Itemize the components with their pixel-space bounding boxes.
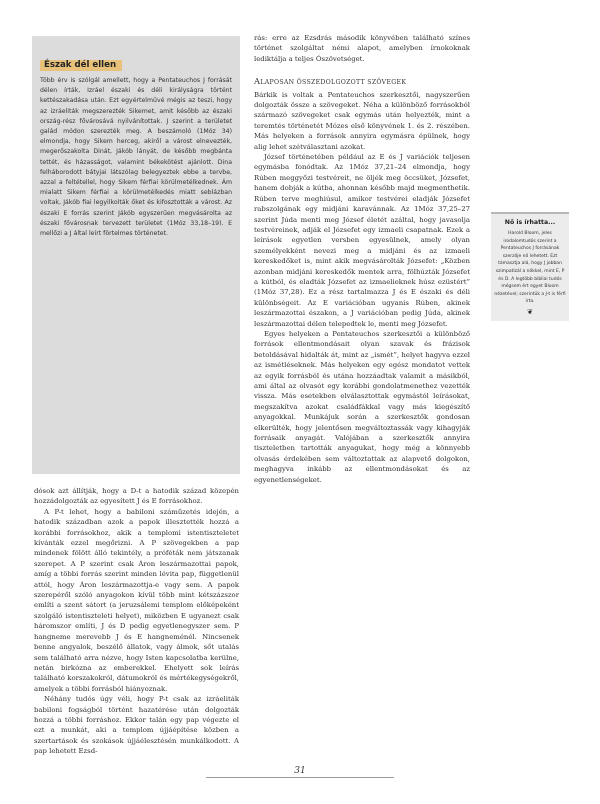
right-paragraph: Bárkik is voltak a Pentateuchos szerkesztői, nagyszerűen dolgozták össze a szövegeket. Néha a különböző forrásokból származó szövegeket csak egymás után helyezték, mint a teremtés történetét Mózes első könyvének 1. és 2. részében. Más helyeken a források annyira egymásra épülnek, hogy alig lehet szétválasztani azokat.: [254, 90, 470, 151]
margin-note-body: Harold Bloom, jeles irodalomtudós szerint a Pentateuchos J forrásának szerzője nő lehetett. Ezt támasztja alá, hogy J jobban szimpatizál a nőkkel, mint E, P és D. A legtöbb bibliai tudós mégsem ért egyet Bloom nézetével; szerintük a J-t is férfi írta.: [494, 231, 566, 305]
left-paragraph: dósok azt állítják, hogy a D-t a hatodik század közepén hozzádolgozták az egyesített J és E forrásokhoz.: [34, 487, 239, 506]
right-paragraph: Egyes helyeken a Pentateuchos szerkesztői a különböző források ellentmondásait olyan szavak és frázisok betoldásával hidalták át, mint az „ismét”, helyet hagyva ezzel az ismétléseknek. Más helyeken egy egész mondatot vettek az egyik forrásból és utána hozzáadtak valamit a másikból, ami által az olvasót egy korábbi gondolatmenethez vezették vissza. Más esetekben elválasztottak egymástól leírásokat, megszakítva azokat családfákkal vagy más kiegészítő anyagokkal. Munkájuk során a szerkesztők gondosan elkerülték, hogy jelentősen megváltoztassák vagy kihagyják forrásaik anyagát. Valójában a szerkesztők annyira tiszteletben tartották anyagukat, hogy még a könnyebb olvasás érdekében sem változtattak az alapvető dolgokon, meghagyva inkább az ellentmondásokat és az egyenetlenségeket.: [254, 329, 470, 484]
fleuron-icon: ❦: [527, 307, 533, 316]
page-number: 31: [294, 766, 306, 776]
left-text-column: [34, 486, 239, 757]
page-number-rule: [206, 777, 394, 778]
margin-note-title: Nő is írhatta...: [504, 219, 556, 226]
section-heading-text: LAPOSAN ÖSSZEDOLGOZOTT SZÖVEGEK: [260, 79, 407, 87]
right-text-column: [254, 33, 470, 485]
section-heading: [254, 76, 470, 88]
sidebar-title: Észak dél ellen: [40, 60, 122, 71]
right-intro-paragraph: rás: erre az Ezsdrás második könyvében található színes történet szolgáltat némi alapot, amelyben írnokoknak lediktálja a teljes Ószövetséget.: [254, 34, 470, 63]
sidebar-box: [32, 36, 240, 474]
margin-note: [491, 212, 569, 321]
section-heading-initial: A: [254, 76, 261, 87]
left-paragraph: Néhány tudós úgy véli, hogy P-t csak az izráeliták babiloni fogságból történt hazatérése után dolgozták hozzá a többi forráshoz. Ekkor talán egy pap végezte el ezt a munkát, aki a templom újjáépítése közben a szertartások és szokások újjáélesztésén munkálkodott. A pap lehetett Ezsd-: [34, 695, 239, 756]
sidebar-body: Több érv is szólgál amellett, hogy a Pentateuchos J forrását délen írták, Izráel északi és déli királyságra történt kettészakadása után. Ezt egyértelművé mégis az teszi, hogy az izráeliták megszerezték Sikemet, amit később az északi ország-rész fővárosává nyilvánítottak. J szerint a területet galád módon szerezték meg. A beszámoló (1Móz 34) elmondja, hogy Sikem herceg, akiről a várost elnevezték, megerőszakolta Dinát, Jákób lányát, de később megbánta tettét, és házasságot, valamint békekötést ajánlott. Dina felháborodott bátyjai látszólag belegyeztek ebbe a tervbe, azzal a feltétellel, hogy Sikem férfiai körülmetélkednek. Ám mialatt Sikem férfiai a körülmetélkedés miatt seblázban voltak, Jákób fiai legyilkolták őket és kifosztották a várost. Az északi E forrás szerint Jákób egyszerűen megvásárolta az északi fővárosnak tervezett területet (1Móz 33,18–19). E mellőzi a J által leírt förtelmes történetet.: [40, 77, 232, 238]
right-paragraph: József történetében például az E és J variációk teljesen egymásba fonódtak. Az 1Móz 37,21–24 elmondja, hogy Rúben meggyőzi testvéreit, ne öljék meg öccsüket, Józsefet, hanem dobják a kútba, ahonnan később majd megmenthetik. Rúben terve meghiúsul, amikor testvérei eladják Józsefet rabszolgának egy midjáni karavánnak. Az 1Móz 37,25–27 szerint Júda menti meg József életét azáltal, hogy javasolja testvéreinek, adják el Józsefet egy izmaeli csapatnak. Ezek a leírások egyetlen versben egyesülnek, amely olyan személyekként nevezi meg a midjáni és az izmaeli kereskedőket is, mint akik megvásárolták Józsefet: „Közben azonban midjáni kereskedők mentek arra, fölhúzták Józsefet a kútból, és eladták Józsefet az izmaelieknek húsz ezüstért” (1Móz 37,28). Ez a rész tartalmazza J és E északi és déli különbségeit. Az E variációban ugyanis Rúben, akinek leszármazottai északon, a J variációban pedig Júda, akinek leszármazottai délen telepedtek le, menti meg Józsefet.: [254, 153, 470, 328]
left-paragraph: A P-t lehet, hogy a babiloni száműzetés idején, a hatodik században azok a papok illesztették hozzá a korábbi forrásokhoz, akik a templomi istentiszteletet kívánták ezzel megőrizni. A P szövegekben a pap mindenek fölött álló tekintély, a próféták nem játszanak szerepet. A P szerint csak Áron leszármazottai papok, amíg a többi forrás szerint minden lévita pap, függetlenül attól, hogy Áron leszármazottja-e vagy sem. A papok szerepéről szóló anyagokon kívül több mint kétszázszor említi a szent sátort (a jeruzsálemi templom előképeként szolgáló istentiszteleti helyet), miközben E ugyanezt csak háromszor említi, J és D pedig egyetlenegyszer sem. P hangneme merevebb J és E hangneménél. Nincsenek benne angyalok, beszélő állatok, vagy álmok, sőt utalás sem található arra nézve, hogy Isten kapcsolatba kerülne, netán birkózna az emberekkel. Ehelyett sok leírás található korszakokról, dátumokról és mértékegységekről, amelyek a többi forrásból hiányoznak.: [34, 507, 239, 693]
